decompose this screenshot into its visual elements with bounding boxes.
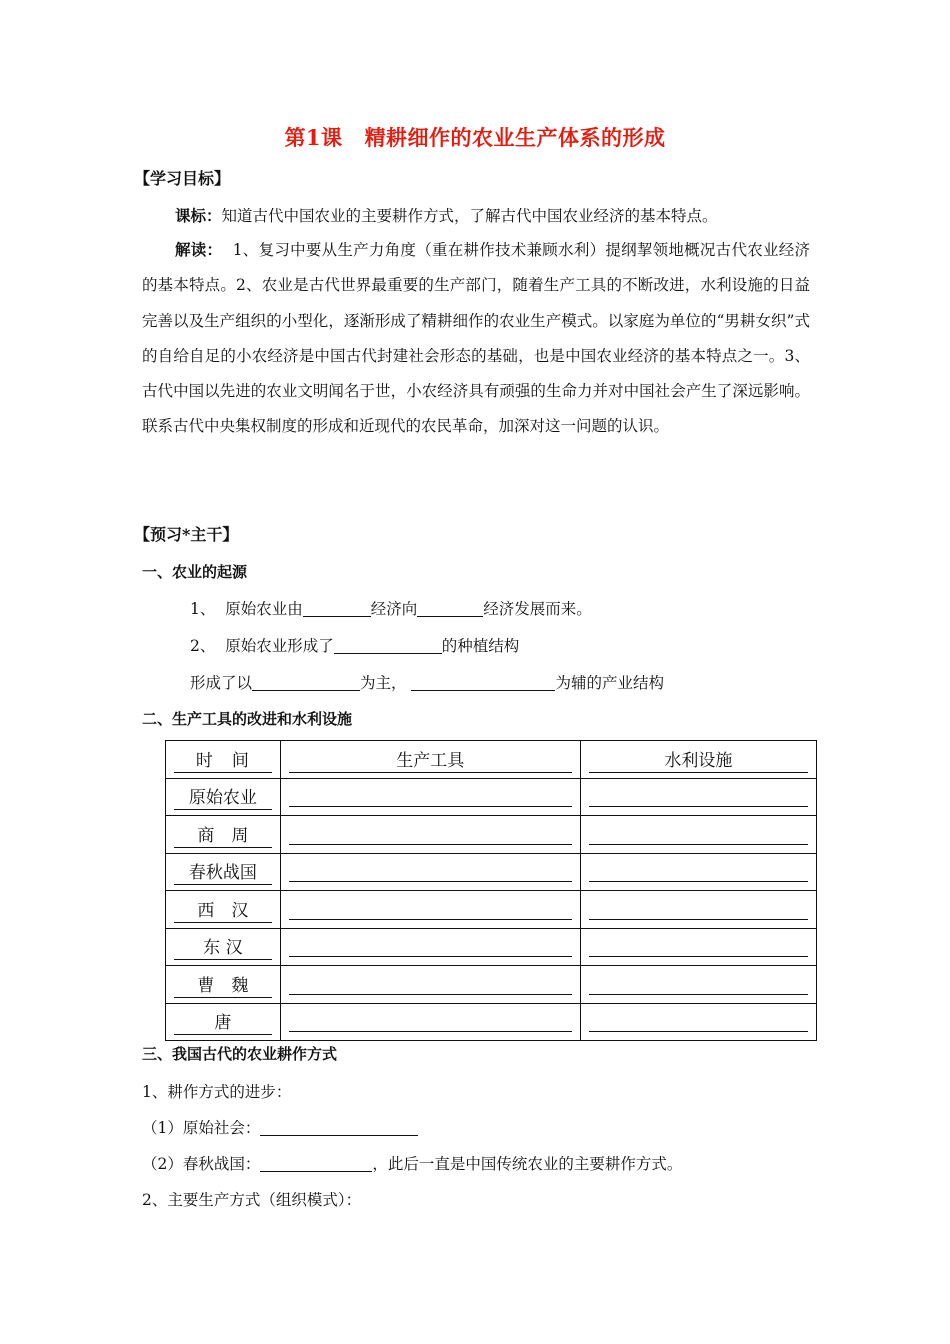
- interpret-text: 1、复习中要从生产力角度（重在耕作技术兼顾水利）提纲挈领地概况古代农业经济的基本特点。2、农业是古代世界最重要的生产部门，随着生产工具的不断改进，水利设施的日益完善以及生产组织的小型化，逐渐形成了精耕细作的农业生产模式。以家庭为单位的“男耕女织”式的自给自足的小农经济是中国古代封建社会形态的基础，也是中国农业经济的基本特点之一。3、古代中国以先进的农业文明闻名于世，小农经济具有顽强的生命力并对中国社会产生了深远影响。联系古代中央集权制度的形成和近现代的农民革命，加深对这一问题的认识。: [142, 241, 810, 436]
- page-title: [0, 122, 950, 152]
- irrigation-answer-cell[interactable]: [580, 928, 816, 966]
- answer-blank[interactable]: [411, 673, 555, 691]
- standard-text: 知道古代中国农业的主要耕作方式，了解古代中国农业经济的基本特点。: [221, 207, 718, 225]
- spring-autumn-label: （2）春秋战国：: [142, 1155, 261, 1173]
- irrigation-answer-cell[interactable]: [580, 816, 816, 854]
- table-row: [166, 928, 817, 966]
- table-row: [166, 1003, 817, 1041]
- table-row: [166, 778, 817, 816]
- period-cell: [166, 853, 281, 891]
- question-3-text-b: 为主，: [360, 674, 407, 692]
- period-cell: [166, 778, 281, 816]
- table-row: [166, 816, 817, 854]
- header-cell: [280, 741, 580, 779]
- answer-blank[interactable]: [334, 636, 442, 654]
- period-label: 西 汉: [174, 900, 272, 923]
- answer-blank[interactable]: [289, 859, 572, 882]
- tools-answer-cell[interactable]: [280, 853, 580, 891]
- table-row: [166, 966, 817, 1004]
- answer-blank[interactable]: [589, 784, 808, 807]
- tools-answer-cell[interactable]: [280, 816, 580, 854]
- spring-autumn-line: [142, 1152, 682, 1174]
- standard-label: 课标：: [175, 206, 222, 225]
- answer-blank[interactable]: [589, 822, 808, 845]
- answer-blank[interactable]: [289, 784, 572, 807]
- primitive-society-label: （1）原始社会：: [142, 1119, 261, 1137]
- answer-blank[interactable]: [589, 934, 808, 957]
- answer-blank[interactable]: [260, 1118, 418, 1136]
- production-mode-line: 2、主要生产方式（组织模式）：: [142, 1191, 362, 1209]
- irrigation-answer-cell[interactable]: [580, 891, 816, 929]
- interpretation-paragraph: [142, 232, 810, 445]
- farming-progress-line: 1、耕作方式的进步：: [142, 1083, 292, 1101]
- question-2-number: 2、: [190, 637, 216, 655]
- question-1-number: 1、: [190, 600, 216, 618]
- period-cell: [166, 891, 281, 929]
- interpret-label: 解读：: [175, 240, 223, 259]
- question-2-text-a: 原始农业形成了: [225, 637, 334, 655]
- period-label: 原始农业: [174, 787, 272, 810]
- irrigation-answer-cell[interactable]: [580, 966, 816, 1004]
- period-label: 唐: [174, 1012, 272, 1035]
- lesson-number: 第1课: [284, 125, 343, 150]
- period-label: 商 周: [174, 825, 272, 848]
- section-3-title: 三、我国古代的农业耕作方式: [142, 1045, 338, 1063]
- header-cell: [166, 741, 281, 779]
- question-1-text-a: 原始农业由: [225, 600, 303, 618]
- answer-blank[interactable]: [589, 1009, 808, 1032]
- section-1-title: 一、农业的起源: [142, 563, 248, 581]
- period-label: 春秋战国: [174, 862, 272, 885]
- answer-blank[interactable]: [289, 822, 572, 845]
- question-1: [190, 597, 592, 619]
- period-label: 曹 魏: [174, 975, 272, 998]
- answer-blank[interactable]: [289, 897, 572, 920]
- answer-blank[interactable]: [589, 972, 808, 995]
- tools-answer-cell[interactable]: [280, 928, 580, 966]
- header-time: 时 间: [174, 750, 272, 773]
- tools-answer-cell[interactable]: [280, 891, 580, 929]
- primitive-society-line: [142, 1116, 418, 1138]
- answer-blank[interactable]: [417, 599, 483, 617]
- question-2: [190, 634, 519, 656]
- table-header-row: [166, 741, 817, 779]
- tools-table: [165, 740, 817, 1041]
- irrigation-answer-cell[interactable]: [580, 778, 816, 816]
- tools-answer-cell[interactable]: [280, 778, 580, 816]
- answer-blank[interactable]: [252, 673, 360, 691]
- table-row: [166, 853, 817, 891]
- lesson-name: 精耕细作的农业生产体系的形成: [364, 125, 666, 150]
- answer-blank[interactable]: [589, 897, 808, 920]
- answer-blank[interactable]: [589, 859, 808, 882]
- period-cell: [166, 1003, 281, 1041]
- period-cell: [166, 966, 281, 1004]
- answer-blank[interactable]: [303, 599, 371, 617]
- spring-autumn-text: ，此后一直是中国传统农业的主要耕作方式。: [372, 1155, 683, 1173]
- table-row: [166, 891, 817, 929]
- preview-heading: 【预习*主干】: [134, 525, 239, 544]
- irrigation-answer-cell[interactable]: [580, 853, 816, 891]
- header-tools: 生产工具: [289, 750, 572, 773]
- tools-answer-cell[interactable]: [280, 1003, 580, 1041]
- answer-blank[interactable]: [289, 1009, 572, 1032]
- header-cell: [580, 741, 816, 779]
- section-2-title: 二、生产工具的改进和水利设施: [142, 710, 353, 728]
- question-3: [190, 671, 664, 693]
- period-label: 东 汉: [174, 937, 272, 960]
- standard-line: [175, 204, 718, 226]
- question-1-text-b: 经济向: [370, 600, 418, 618]
- question-2-text-b: 的种植结构: [441, 637, 520, 655]
- period-cell: [166, 928, 281, 966]
- answer-blank[interactable]: [289, 972, 572, 995]
- question-3-text-a: 形成了以: [190, 674, 253, 692]
- question-3-text-c: 为辅的产业结构: [555, 674, 664, 692]
- period-cell: [166, 816, 281, 854]
- goals-heading: 【学习目标】: [134, 169, 231, 188]
- irrigation-answer-cell[interactable]: [580, 1003, 816, 1041]
- question-1-text-c: 经济发展而来。: [483, 600, 592, 618]
- answer-blank[interactable]: [260, 1154, 372, 1172]
- answer-blank[interactable]: [289, 934, 572, 957]
- tools-answer-cell[interactable]: [280, 966, 580, 1004]
- header-irrigation: 水利设施: [589, 750, 808, 773]
